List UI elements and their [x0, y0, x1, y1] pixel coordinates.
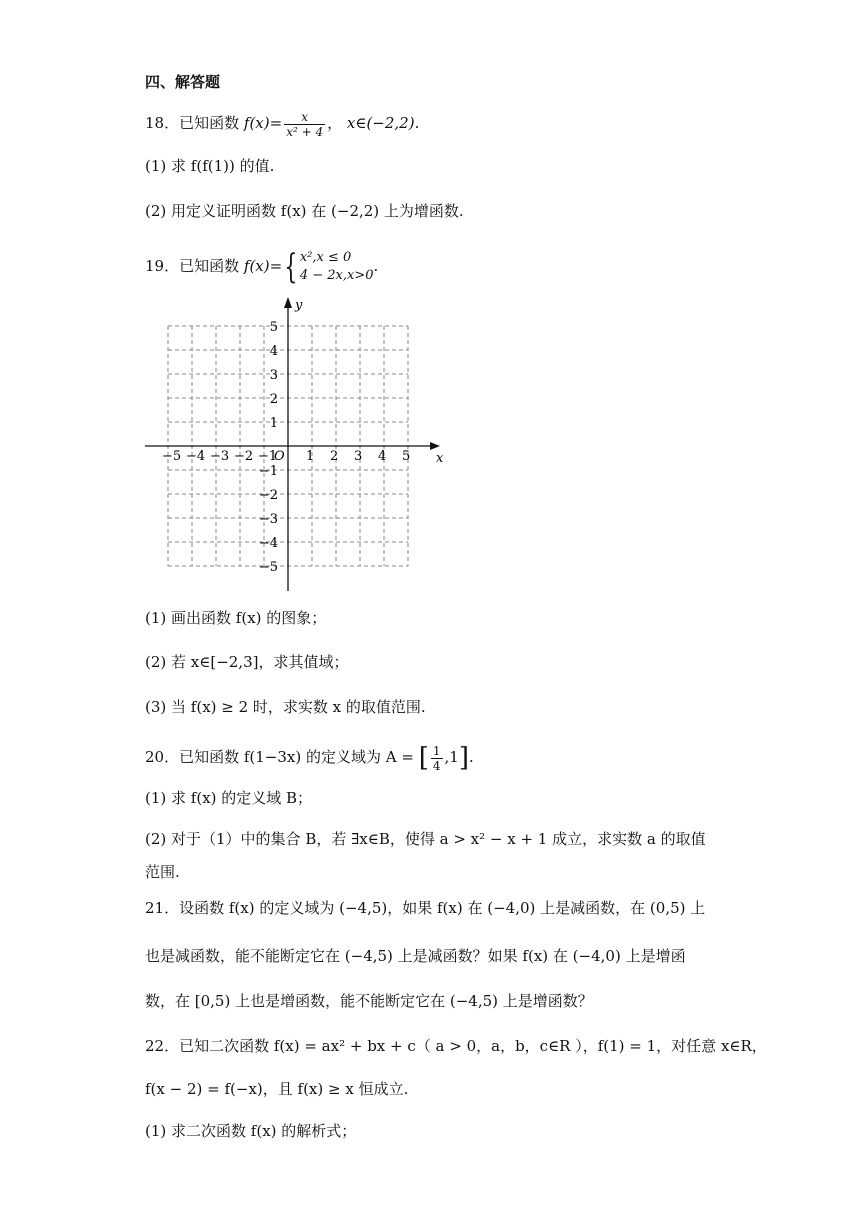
y-tick-label: −4	[258, 536, 278, 551]
q20-end: .	[469, 748, 474, 766]
q19-statement	[145, 246, 378, 286]
q21-line3: 数，在 [0,5) 上也是增函数，能不能断定它在 (−4,5) 上是增函数？	[145, 992, 593, 1010]
q21-line2: 也是减函数，能不能断定它在 (−4,5) 上是减函数？如果 f(x) 在 (−4,0) 上是增函	[145, 947, 686, 965]
x-tick-label: 3	[354, 449, 363, 464]
x-tick-label: −4	[186, 449, 206, 464]
y-axis	[284, 297, 292, 591]
x-tick-label: −1	[258, 449, 278, 464]
q20-part1: (1) 求 f(x) 的定义域 B；	[145, 789, 313, 807]
q20-frac-den: 4	[432, 758, 441, 773]
q20-statement	[145, 738, 474, 776]
y-tick-label: 5	[269, 320, 278, 335]
q22-part1: (1) 求二次函数 f(x) 的解析式；	[145, 1122, 357, 1140]
x-tick-label: 2	[330, 449, 339, 464]
q20-right-bracket: ]	[458, 743, 469, 773]
x-tick-label: 5	[402, 449, 411, 464]
y-tick-label: 1	[269, 416, 278, 431]
origin-label: O	[274, 449, 285, 464]
x-tick-labels	[162, 449, 410, 464]
q20-interval-end: ,1	[444, 748, 459, 766]
q18-frac-num: x	[284, 110, 325, 125]
q20-frac-num: 1	[432, 743, 441, 758]
q20-intro: 已知函数 f(1−3x) 的定义域为 A =	[179, 748, 414, 766]
q18-number: 18．	[145, 114, 180, 132]
q18-statement	[145, 106, 419, 140]
q18-part2: (2) 用定义证明函数 f(x) 在 (−2,2) 上为增函数.	[145, 202, 464, 220]
y-axis-arrow	[284, 297, 292, 308]
q19-part1: (1) 画出函数 f(x) 的图象；	[145, 609, 327, 627]
q18-frac-den: x² + 4	[286, 124, 324, 139]
y-axis-label: y	[295, 298, 303, 313]
q22-line1: 22．已知二次函数 f(x) = ax² + bx + c（ a > 0，a，b，c∈R ），f(1) = 1，对任意 x∈R，	[145, 1037, 767, 1055]
q20-fraction	[431, 744, 443, 773]
q19-part2: (2) 若 x∈[−2,3]，求其值域；	[145, 653, 349, 671]
y-tick-label: −3	[258, 512, 278, 527]
q18-part1: (1) 求 f(f(1)) 的值.	[145, 157, 275, 175]
q19-coordinate-grid	[140, 295, 450, 595]
x-axis-arrow	[430, 442, 440, 450]
q20-number: 20．	[145, 748, 180, 766]
q22-line2: f(x − 2) = f(−x)，且 f(x) ≥ x 恒成立.	[145, 1080, 409, 1098]
y-tick-labels	[259, 320, 278, 575]
y-tick-label: 4	[269, 344, 278, 359]
q19-part3: (3) 当 f(x) ≥ 2 时，求实数 x 的取值范围.	[145, 698, 426, 716]
q19-fx: f(x)=	[243, 257, 283, 275]
y-tick-label: 2	[269, 392, 278, 407]
q18-sep: ，	[327, 114, 343, 132]
q19-cases	[300, 249, 374, 285]
q18-intro: 已知函数	[179, 114, 240, 132]
q19-case1: x²,x ≤ 0	[299, 250, 352, 265]
x-tick-label: 4	[378, 449, 387, 464]
x-tick-label: −2	[234, 449, 254, 464]
y-tick-label: 3	[269, 368, 278, 383]
x-tick-label: −5	[162, 449, 182, 464]
q19-brace: {	[284, 247, 298, 287]
q18-fraction	[284, 110, 325, 139]
y-tick-label: −1	[258, 464, 278, 479]
q19-intro: 已知函数	[179, 257, 240, 275]
q20-part2-line2: 范围.	[145, 863, 180, 881]
x-tick-label: −3	[210, 449, 230, 464]
x-tick-label: 1	[306, 449, 315, 464]
q20-left-bracket: [	[418, 743, 429, 773]
q18-fx: f(x)=	[243, 114, 283, 132]
section-title: 四、解答题	[145, 73, 221, 91]
q21-line1: 21．设函数 f(x) 的定义域为 (−4,5)，如果 f(x) 在 (−4,0) 上是减函数，在 (0,5) 上	[145, 899, 706, 917]
x-axis-label: x	[436, 451, 444, 466]
q20-part2-line1: (2) 对于（1）中的集合 B，若 ∃x∈B，使得 a > x² − x + 1 成立，求实数 a 的取值	[145, 830, 706, 848]
q18-domain: x∈(−2,2).	[346, 114, 420, 132]
y-tick-label: −2	[258, 488, 278, 503]
q19-end: .	[373, 257, 379, 275]
y-tick-label: −5	[258, 560, 278, 575]
q19-case2: 4 − 2x,x>0	[299, 268, 374, 283]
q19-number: 19．	[145, 257, 180, 275]
